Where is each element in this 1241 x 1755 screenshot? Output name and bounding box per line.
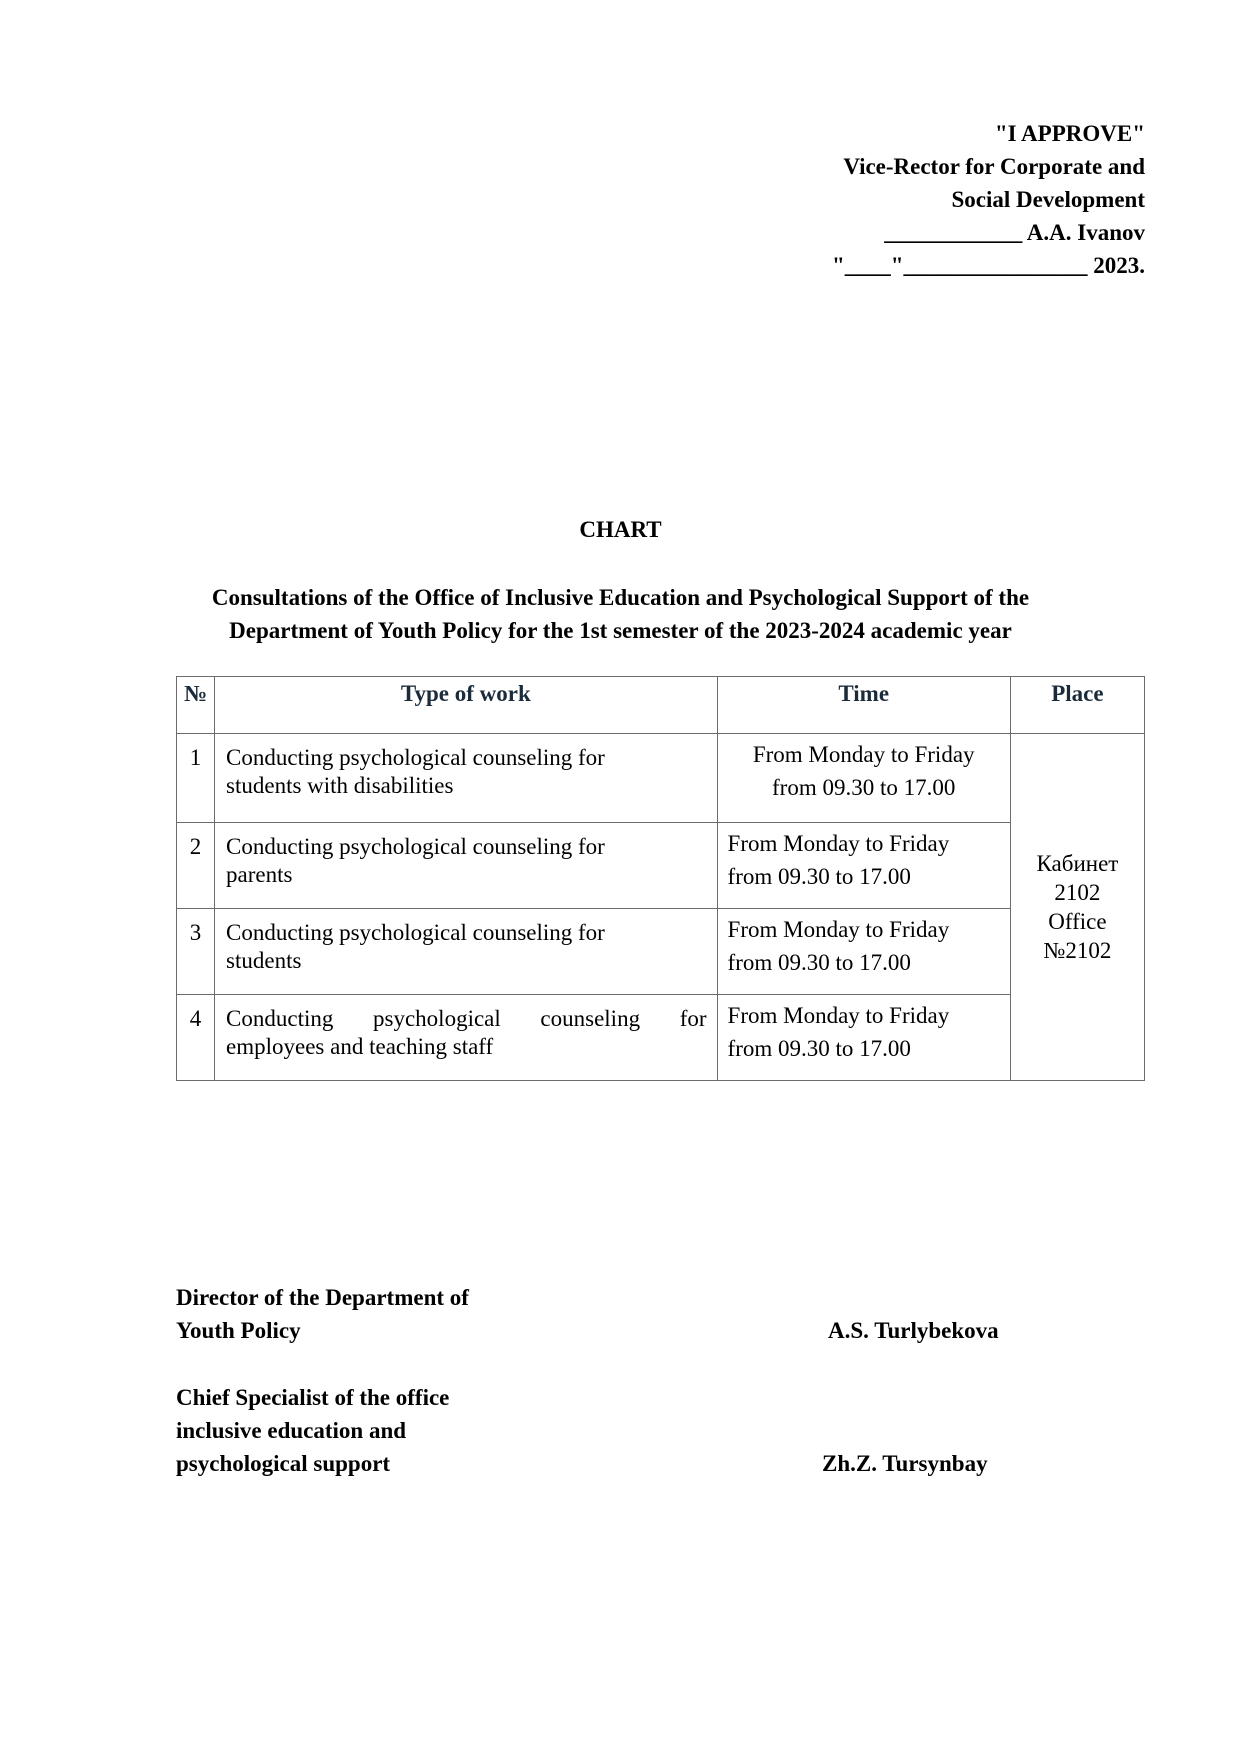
row-time: [717, 823, 1010, 909]
document-title: CHART: [579, 517, 662, 542]
header-type-of-work: Type of work: [215, 677, 718, 734]
table-row: [177, 909, 1145, 995]
header-place: Place: [1010, 677, 1144, 734]
place-line3: Office: [1048, 909, 1107, 934]
time-text-line2: from 09.30 to 17.00: [727, 1036, 911, 1061]
time-text-line2: from 09.30 to 17.00: [772, 775, 956, 800]
work-text-line1: Conducting psychological counseling for: [226, 1006, 707, 1031]
row-number: 2: [177, 823, 215, 909]
place-cell: [1010, 734, 1144, 1081]
work-text-line2: students with disabilities: [226, 773, 454, 798]
time-text-line1: From Monday to Friday: [727, 1003, 950, 1028]
table-header-row: [177, 677, 1145, 734]
approver-position-line2: Social Development: [951, 187, 1145, 212]
header-time: Time: [717, 677, 1010, 734]
specialist-role-line2: inclusive education and: [176, 1418, 407, 1443]
row-time: [717, 734, 1010, 823]
work-text-line2: parents: [226, 862, 293, 887]
row-type-of-work: [215, 734, 718, 823]
document-subtitle: [0, 581, 1241, 647]
subtitle-line1: Consultations of the Office of Inclusive Education and Psychological Support of the: [211, 585, 1030, 610]
row-time: [717, 995, 1010, 1081]
approver-signature-line: ____________ A.A. Ivanov: [884, 220, 1145, 245]
table-row: [177, 734, 1145, 823]
specialist-role-line3: psychological support: [176, 1451, 391, 1476]
place-line2: 2102: [1054, 880, 1101, 905]
time-text-line1: From Monday to Friday: [727, 917, 950, 942]
row-type-of-work: [215, 823, 718, 909]
work-text-line1: Conducting psychological counseling for: [226, 920, 605, 945]
specialist-role: [176, 1381, 449, 1480]
row-number: 3: [177, 909, 215, 995]
director-role-line1: Director of the Department of: [176, 1285, 469, 1310]
table-row: [177, 995, 1145, 1081]
row-time: [717, 909, 1010, 995]
time-text-line1: From Monday to Friday: [727, 831, 950, 856]
time-text-line2: from 09.30 to 17.00: [727, 950, 911, 975]
place-line4: №2102: [1043, 938, 1112, 963]
time-text-line2: from 09.30 to 17.00: [727, 864, 911, 889]
director-name: A.S. Turlybekova: [828, 1318, 999, 1343]
work-text-line1: Conducting psychological counseling for: [226, 745, 605, 770]
specialist-role-line1: Chief Specialist of the office: [176, 1385, 450, 1410]
approver-position-line1: Vice-Rector for Corporate and: [843, 154, 1145, 179]
place-line1: Кабинет: [1036, 851, 1119, 876]
approval-heading: "I APPROVE": [994, 121, 1145, 146]
director-role: [176, 1281, 469, 1347]
approval-block: [832, 117, 1145, 282]
row-number: 1: [177, 734, 215, 823]
header-number: №: [177, 677, 215, 734]
consultation-schedule-table: [176, 676, 1145, 1081]
row-type-of-work: [215, 909, 718, 995]
approval-date-line: "____"________________ 2023.: [831, 253, 1145, 278]
work-text-line2: employees and teaching staff: [226, 1034, 494, 1059]
row-number: 4: [177, 995, 215, 1081]
specialist-name: Zh.Z. Tursynbay: [822, 1451, 988, 1476]
work-text-line2: students: [226, 948, 302, 973]
subtitle-line2: Department of Youth Policy for the 1st semester of the 2023-2024 academic year: [229, 618, 1012, 643]
row-type-of-work: [215, 995, 718, 1081]
work-text-line1: Conducting psychological counseling for: [226, 834, 605, 859]
table-row: [177, 823, 1145, 909]
time-text-line1: From Monday to Friday: [752, 742, 975, 767]
director-role-line2: Youth Policy: [176, 1318, 301, 1343]
